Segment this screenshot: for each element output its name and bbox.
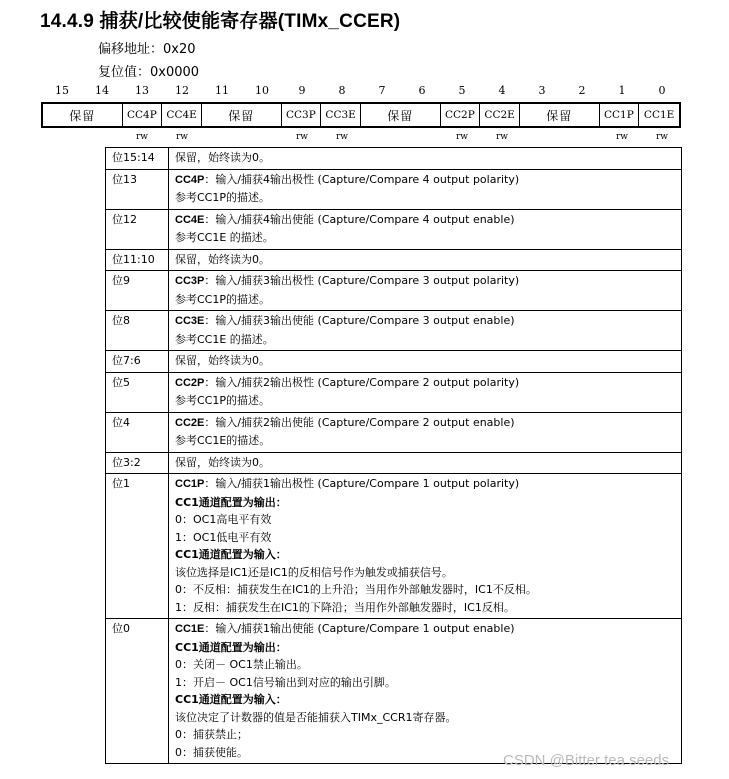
bit-position: 位4 [106, 412, 169, 452]
reserved-field: 保留 [43, 104, 123, 126]
description-line: 0：OC1高电平有效 [175, 513, 272, 526]
description-line: 参考CC1P的描述。 [175, 292, 270, 306]
description-line: 参考CC1E 的描述。 [175, 231, 274, 244]
description-line: 1：OC1低电平有效 [175, 530, 272, 544]
config-heading: CC1通道配置为输出： [175, 640, 287, 654]
register-field-cc3p: CC3P [282, 104, 322, 126]
field-summary [175, 374, 677, 393]
config-heading: CC1通道配置为输入： [175, 548, 287, 561]
bit-description [169, 148, 682, 170]
description-line: 参考CC1P的描述。 [175, 394, 270, 407]
access-type [562, 132, 602, 144]
access-type: rw [175, 132, 188, 142]
bit-number: 15 [55, 84, 69, 97]
description-line: 该位决定了计数器的值是否能捕获入TIMx_CCR1寄存器。 [175, 710, 457, 724]
access-type [42, 132, 82, 144]
bit-description [169, 372, 682, 412]
config-heading: CC1通道配置为输出： [175, 495, 287, 509]
description-row [106, 209, 682, 249]
register-field-cc4p: CC4P [123, 104, 163, 126]
description-line: 该位选择是IC1还是IC1的反相信号作为触发或捕获信号。 [175, 565, 453, 579]
description-line: 参考CC1E 的描述。 [175, 332, 274, 346]
field-summary-text: ：输入/捕获4输出极性 (Capture/Compare 4 output polarity) [204, 172, 520, 186]
description-row [106, 351, 682, 373]
field-name: CC4P [175, 173, 205, 186]
bit-number: 7 [378, 84, 386, 97]
description-row [106, 474, 682, 619]
field-summary-text: ：输入/捕获2输出使能 (Capture/Compare 2 output enable) [204, 415, 515, 429]
field-name: CC4E [175, 213, 205, 226]
bit-position: 位13 [106, 169, 169, 209]
bit-number: 3 [538, 84, 546, 97]
reserved-field: 保留 [202, 104, 282, 126]
offset-address: 偏移地址：0x20 [98, 42, 196, 57]
config-heading: CC1通道配置为输入： [175, 693, 287, 706]
access-type: rw [295, 132, 308, 142]
description-line: 1：反相：捕获发生在IC1的下降沿；当用作外部触发器时，IC1反相。 [175, 600, 515, 614]
description-line: 参考CC1E的描述。 [175, 434, 271, 447]
register-field-cc2p: CC2P [441, 104, 481, 126]
register-field-cc3e: CC3E [321, 104, 361, 126]
description-line: 0：关闭－ OC1禁止输出。 [175, 658, 308, 671]
description-line: 保留，始终读为0。 [175, 455, 270, 469]
bit-number: 10 [255, 84, 269, 97]
bit-number: 9 [298, 84, 306, 97]
field-summary [175, 414, 677, 433]
bit-position: 位8 [106, 311, 169, 351]
bit-position: 位5 [106, 372, 169, 412]
register-field-cc1p: CC1P [600, 104, 640, 126]
field-summary [175, 272, 677, 291]
description-row [106, 412, 682, 452]
bit-description-table [105, 147, 682, 764]
field-summary-text: ：输入/捕获3输出使能 (Capture/Compare 3 output enable) [204, 314, 515, 327]
description-line: 0：捕获使能。 [175, 745, 248, 759]
bit-position: 位12 [106, 209, 169, 249]
description-row [106, 148, 682, 170]
description-row [106, 249, 682, 271]
bit-number: 6 [418, 84, 426, 97]
access-type [362, 132, 402, 144]
description-row [106, 372, 682, 412]
bit-description [169, 452, 682, 474]
description-row [106, 271, 682, 311]
access-type [522, 132, 562, 144]
access-type [202, 132, 242, 144]
bit-number-row [42, 84, 682, 98]
description-line: 保留，始终读为0。 [175, 252, 270, 266]
field-summary [175, 211, 677, 230]
register-field-cc4e: CC4E [162, 104, 202, 126]
description-line: 保留，始终读为0。 [175, 151, 270, 164]
field-summary-text: ：输入/捕获2输出极性 (Capture/Compare 2 output polarity) [204, 375, 520, 389]
bit-number: 4 [498, 84, 506, 97]
access-type: rw [335, 132, 348, 142]
bit-position: 位9 [106, 271, 169, 311]
field-name: CC3P [175, 275, 205, 287]
access-type [402, 132, 442, 144]
bit-number: 1 [618, 84, 626, 97]
field-summary-text: ：输入/捕获1输出使能 (Capture/Compare 1 output enable) [204, 622, 515, 635]
bit-number: 2 [578, 84, 586, 97]
reset-value: 复位值：0x0000 [98, 65, 200, 80]
bit-position: 位7:6 [106, 351, 169, 373]
bit-description [169, 209, 682, 249]
bit-description [169, 412, 682, 452]
bit-description [169, 351, 682, 373]
bit-number: 5 [458, 84, 466, 97]
bit-number: 8 [338, 84, 346, 97]
bit-position: 位3:2 [106, 452, 169, 474]
description-line: 1：开启－ OC1信号输出到对应的输出引脚。 [175, 675, 396, 689]
field-summary-text: ：输入/捕获3输出极性 (Capture/Compare 3 output polarity) [204, 274, 520, 287]
access-type-row [42, 132, 682, 144]
bit-number: 12 [175, 84, 189, 97]
access-type: rw [615, 132, 628, 142]
description-row [106, 169, 682, 209]
description-row [106, 619, 682, 764]
field-summary-text: ：输入/捕获1输出极性 (Capture/Compare 1 output polarity) [204, 477, 520, 490]
bit-position: 位0 [106, 619, 169, 764]
description-line: 参考CC1P的描述。 [175, 191, 270, 204]
access-type: rw [455, 132, 468, 142]
register-field-bar [41, 102, 681, 128]
bit-number: 0 [658, 84, 666, 97]
description-line: 保留，始终读为0。 [175, 354, 270, 367]
bit-description [169, 619, 682, 764]
field-name: CC1E [175, 623, 205, 635]
description-row [106, 311, 682, 351]
field-name: CC2E [175, 416, 205, 429]
reserved-field: 保留 [361, 104, 441, 126]
register-field-cc1e: CC1E [643, 109, 675, 121]
bit-description [169, 311, 682, 351]
bit-number: 11 [215, 84, 229, 97]
bit-description [169, 169, 682, 209]
access-type [82, 132, 122, 144]
bit-position: 位15:14 [106, 148, 169, 170]
field-name: CC1P [175, 478, 205, 490]
bit-description [169, 474, 682, 619]
description-row [106, 452, 682, 474]
field-summary [175, 475, 677, 494]
field-name: CC3E [175, 315, 205, 327]
access-type [242, 132, 282, 144]
access-type: rw [495, 132, 508, 142]
description-line: 0：不反相：捕获发生在IC1的上升沿；当用作外部触发器时，IC1不反相。 [175, 583, 537, 596]
register-field-cc2e: CC2E [480, 104, 520, 126]
bit-number: 14 [95, 84, 109, 97]
bit-description [169, 249, 682, 271]
bit-number: 13 [135, 84, 149, 97]
section-title: 14.4.9 捕获/比较使能寄存器(TIMx_CCER) [40, 11, 401, 32]
field-summary [175, 171, 677, 190]
field-summary [175, 620, 677, 639]
access-type: rw [655, 132, 668, 142]
bit-description [169, 271, 682, 311]
bit-position: 位11:10 [106, 249, 169, 271]
watermark: CSDN @Bitter tea seeds [503, 752, 670, 769]
description-line: 0：捕获禁止； [175, 728, 248, 741]
access-type: rw [135, 132, 148, 142]
bit-position: 位1 [106, 474, 169, 619]
field-name: CC2P [175, 376, 205, 389]
field-summary-text: ：输入/捕获4输出使能 (Capture/Compare 4 output enable) [204, 212, 515, 226]
field-summary [175, 312, 677, 331]
reserved-field: 保留 [520, 104, 600, 126]
